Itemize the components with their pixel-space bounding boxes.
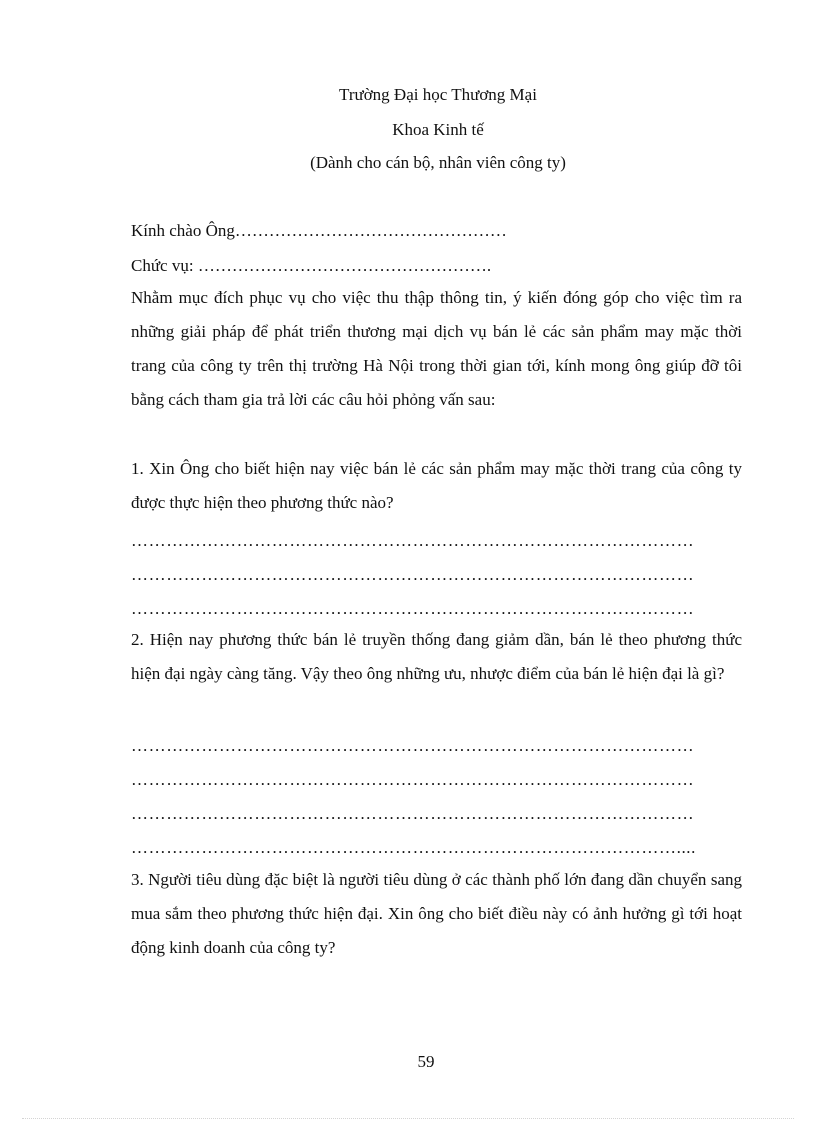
question-3: 3. Người tiêu dùng đặc biệt là người tiêu dùng ở các thành phố lớn đang dần chuyển sang mua sắm theo phương thức hiện đại. Xin ông cho biết điều này có ảnh hưởng gì tới hoạt động kinh doanh của công ty?	[131, 870, 742, 957]
intro-paragraph: Nhằm mục đích phục vụ cho việc thu thập thông tin, ý kiến đóng góp cho việc tìm ra những giải pháp để phát triển thương mại dịch vụ bán lẻ các sản phẩm may mặc thời trang của công ty trên thị trường Hà Nội trong thời gian tới, kính mong ông giúp đỡ tôi bằng cách tham gia trả lời các câu hỏi phỏng vấn sau:	[131, 288, 742, 409]
question-2: 2. Hiện nay phương thức bán lẻ truyền thống đang giảm dần, bán lẻ theo phương thức hiện đại ngày càng tăng. Vậy theo ông những ưu, nhược điểm của bán lẻ hiện đại là gì?	[131, 630, 742, 683]
answer-line: …………………………………………………………………………………....	[131, 838, 696, 857]
answer-line: ……………………………………………………………………………………	[131, 565, 695, 584]
answer-line: ……………………………………………………………………………………	[131, 736, 695, 755]
answer-line: ……………………………………………………………………………………	[131, 804, 695, 823]
salutation-line: Kính chào Ông…………………………………………	[131, 221, 507, 240]
page-bottom-rule	[22, 1118, 794, 1119]
page-number: 59	[417, 1052, 435, 1071]
answer-line: ……………………………………………………………………………………	[131, 599, 695, 618]
answer-line: ……………………………………………………………………………………	[131, 770, 695, 789]
school-name: Trường Đại học Thương Mại	[339, 85, 537, 104]
audience-note: (Dành cho cán bộ, nhân viên công ty)	[310, 153, 566, 172]
answer-line: ……………………………………………………………………………………	[131, 531, 695, 550]
faculty-name: Khoa Kinh tế	[392, 120, 484, 139]
question-1: 1. Xin Ông cho biết hiện nay việc bán lẻ các sản phẩm may mặc thời trang của công ty được thực hiện theo phương thức nào?	[131, 459, 742, 512]
position-line: Chức vụ: …………………………………………….	[131, 256, 492, 275]
